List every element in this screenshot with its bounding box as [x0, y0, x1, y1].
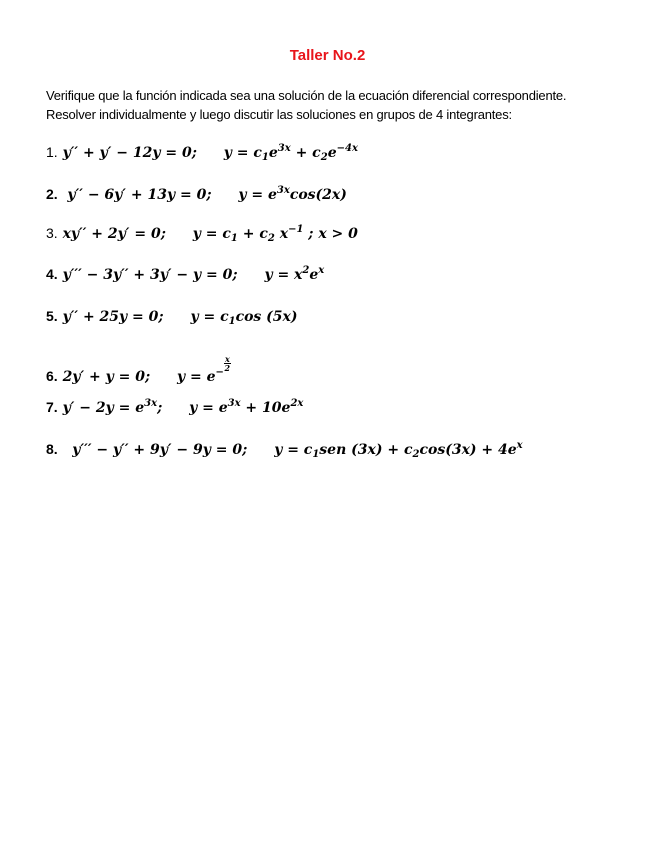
exercise-number: 7.: [46, 399, 58, 415]
exercise-number: 6.: [46, 368, 58, 384]
exercise-solution: $y = e^{- \frac{x}{2}}$: [177, 354, 231, 385]
exercise-solution: $y = c_1 + c_2$ $x^{-1}$ ; x > 0: [192, 224, 358, 244]
exercise-equation: y′′ + 25y = 0;: [62, 309, 164, 325]
exercise-equation: y′′ − 6y′ + 13y = 0;: [62, 187, 212, 203]
exponent-fraction: $\frac{x}{2}$: [224, 354, 231, 373]
exercise-equation: y′′′ − 3y′′ + 3y′ − y = 0;: [62, 267, 238, 283]
exercise-solution: $y = e^{3x} + 10e^{2x}$: [189, 398, 304, 416]
exercise-equation: y′′′ − y′′ + 9y′ − 9y = 0;: [62, 442, 248, 458]
exercise-number: 5.: [46, 308, 58, 324]
exercise-solution: $y = c_1sen$ $(3x) + c_2\cos(3x) + 4e^x$: [274, 440, 523, 460]
exercise-solution: $y = x^2e^x$: [264, 265, 325, 283]
instructions-line-2: Resolver individualmente y luego discutir las soluciones en grupos de 4 integrantes:: [46, 107, 512, 122]
exercise-5: [46, 306, 298, 327]
exercise-3: [46, 223, 358, 244]
exercise-number: 3.: [46, 225, 58, 241]
exercise-8: [46, 439, 523, 460]
exercise-solution: $y = c_1e^{3x} + c_2e^{-4x}$: [223, 143, 358, 163]
exercise-2: [46, 184, 347, 205]
exercise-equation: y′′ + y′ − 12y = 0;: [62, 145, 197, 161]
exercise-4: [46, 264, 324, 285]
page-title: Taller No.2: [289, 47, 366, 64]
exercise-number: 8.: [46, 441, 58, 457]
exercise-1: [46, 142, 358, 163]
exercise-equation: 2y′ + y = 0;: [62, 369, 151, 385]
instructions-line-1: Verifique que la función indicada sea una solución de la ecuación diferencial correspondiente.: [46, 88, 567, 103]
exercise-number: 2.: [46, 186, 58, 202]
exercise-solution: $y = c_1\cos$ (5x): [190, 309, 298, 327]
exercise-number: 1.: [46, 144, 58, 160]
exercise-equation: xy′′ + 2y′ = 0;: [62, 226, 166, 242]
exercise-solution: $y = e^{3x}\cos(2x)$: [238, 185, 347, 203]
exercise-number: 4.: [46, 266, 58, 282]
instructions: [46, 86, 626, 124]
exercise-6: [46, 355, 231, 387]
exercise-equation: $y' - 2y = e^{3x}$;: [62, 398, 163, 416]
exercise-7: [46, 397, 303, 418]
